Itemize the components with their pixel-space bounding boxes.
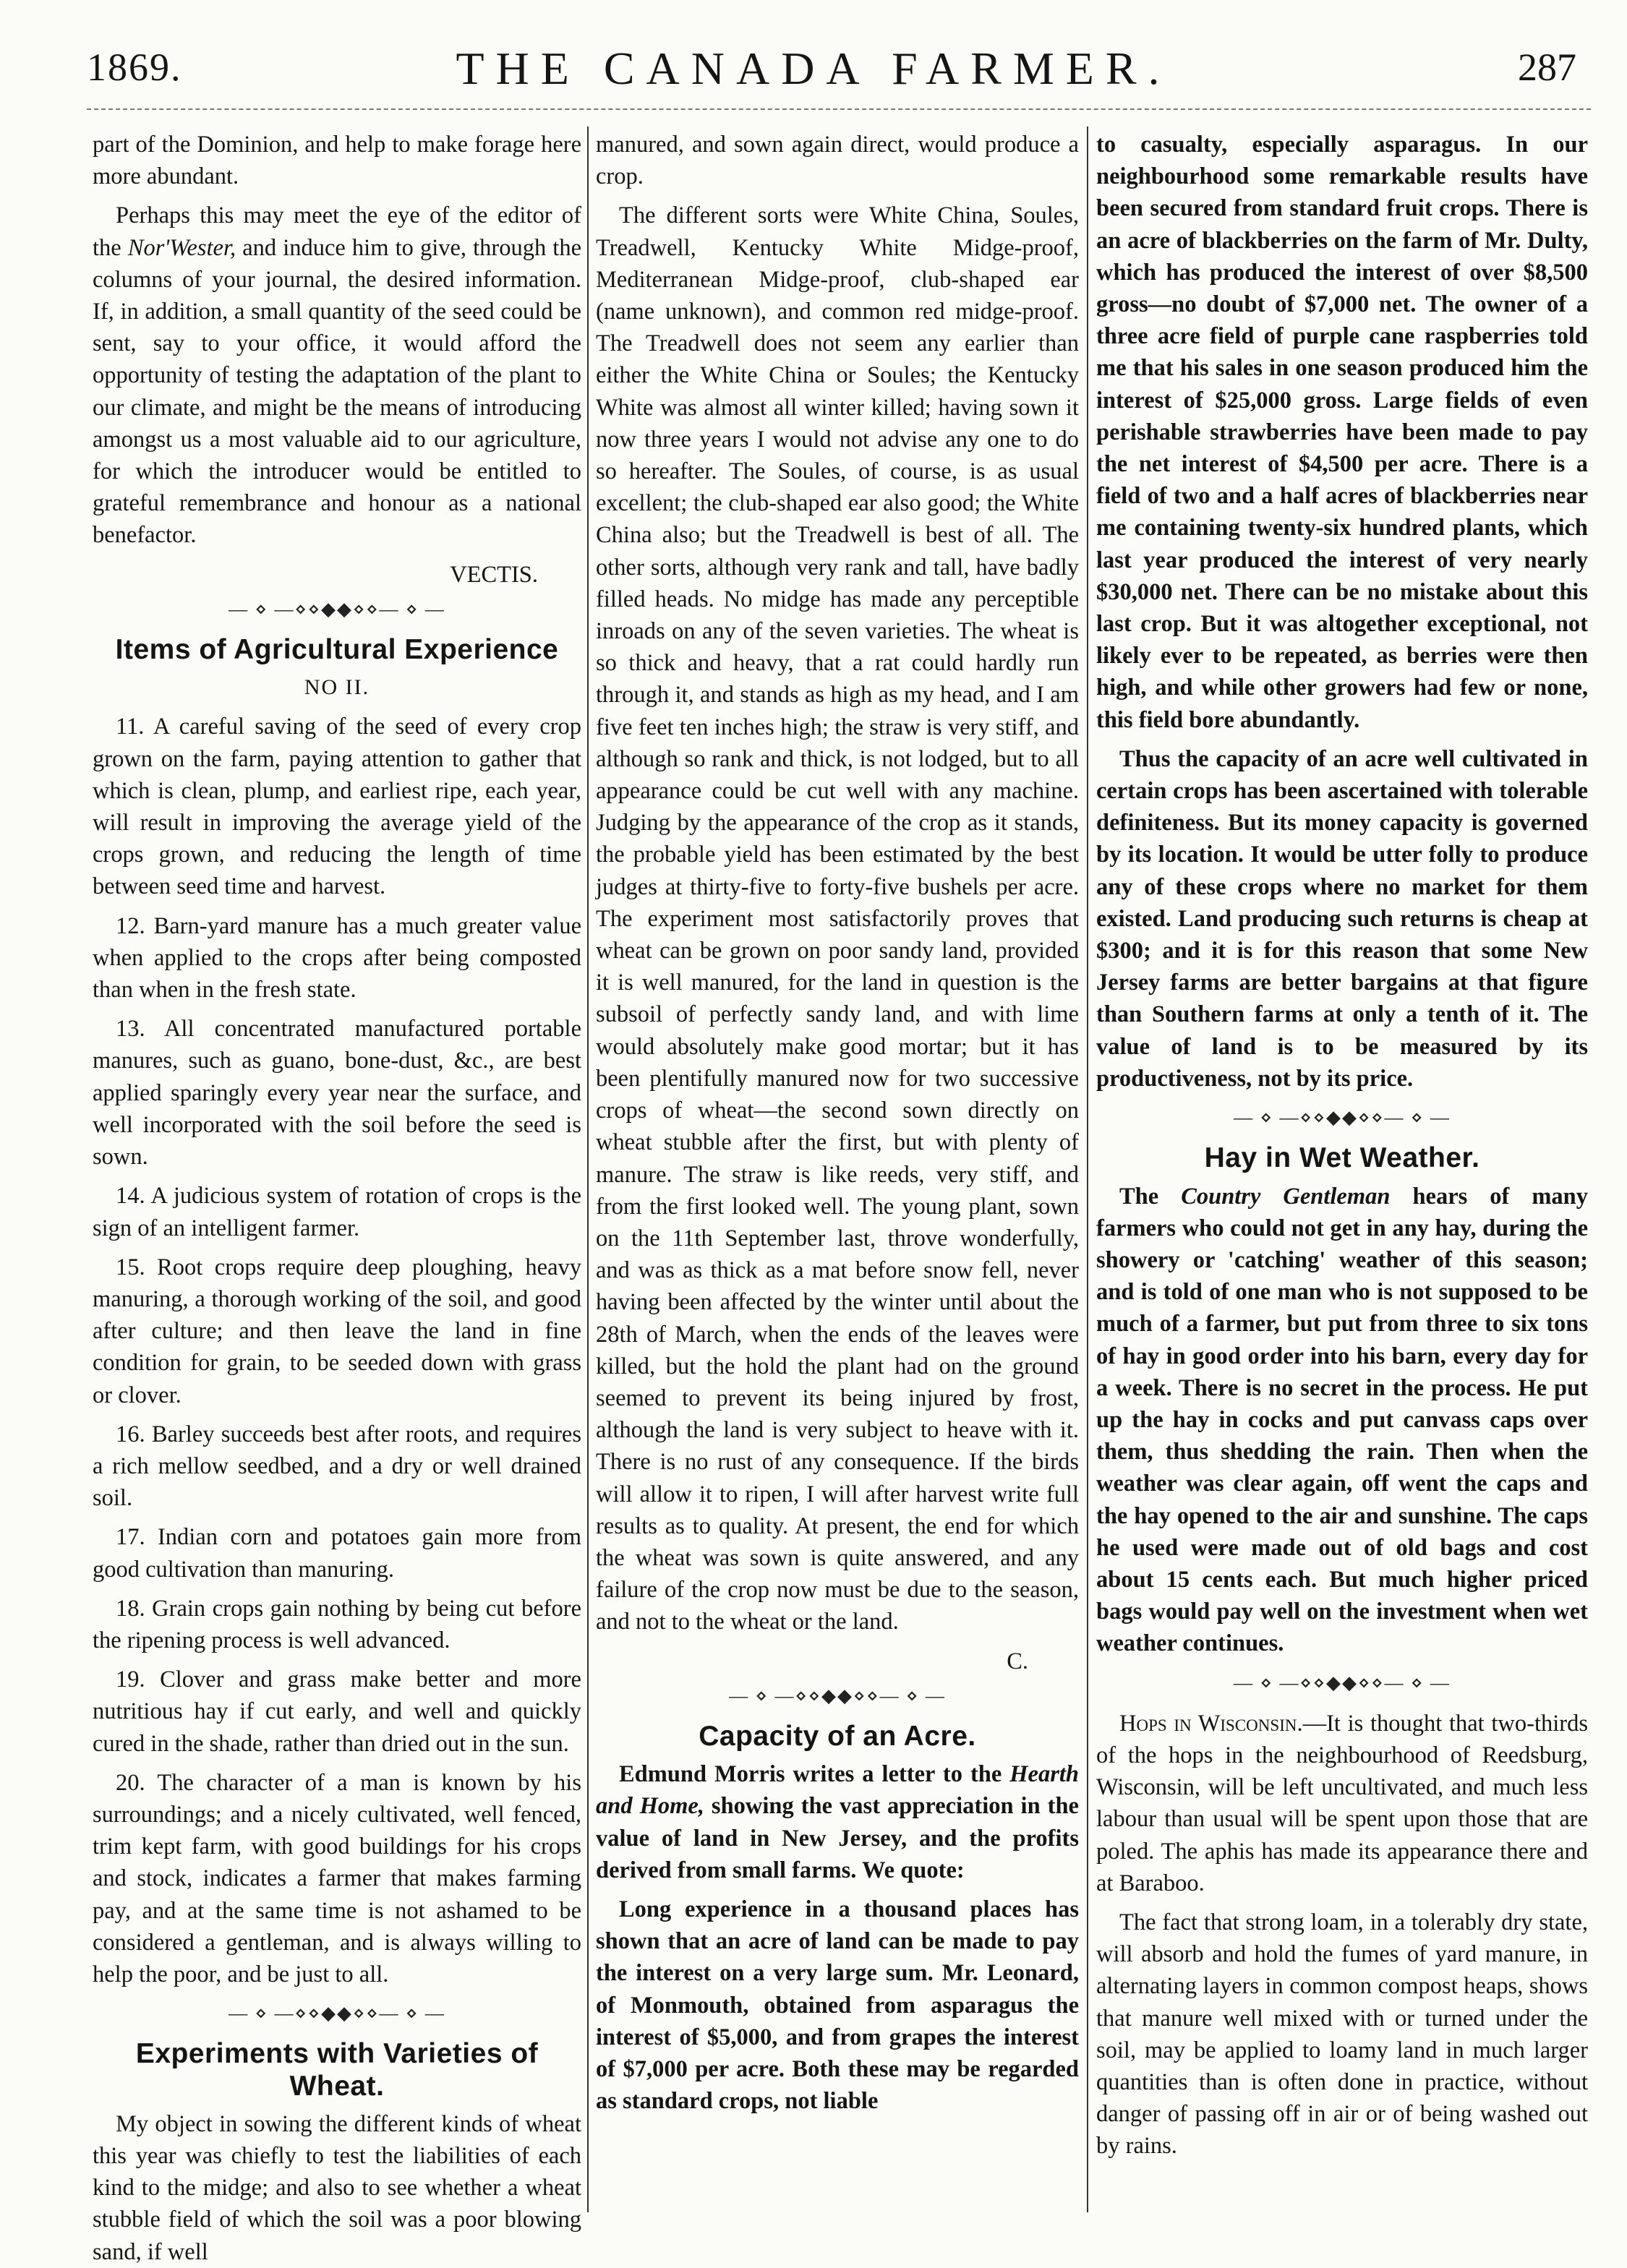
text: hears of many farmers who could not get in any hay, during the showery or 'catching' weather of this season; and is told of one man who is not supposed to be much of a farmer, but put from three to six tons of hay in good order into his barn, every day for a week. There is no secret in the process. He put up the hay in cocks and put canvass caps over them, thus shedding the rain. Then when the weather was clear again, off went the caps and the hay opened to the air and sunshine. The caps he used were made out of old bags and cost about 15 cents each. But much higher priced bags would pay well on the investment when wet weather continues. bbox=[1096, 1183, 1588, 1657]
list-item: 16. Barley succeeds best after roots, and requires a rich mellow seedbed, and a dry or well drained soil. bbox=[93, 1421, 581, 1512]
paragraph bbox=[1096, 1181, 1588, 1660]
paragraph bbox=[93, 200, 581, 551]
masthead-title: THE CANADA FARMER. bbox=[456, 43, 1171, 94]
page-header bbox=[0, 0, 1627, 108]
paragraph: The different sorts were White China, Soules, Treadwell, Kentucky White Midge-proof, Mediterranean Midge-proof, club-shaped ear (name unknown), and common red midge-proof. The Treadwell does not seem any earlier than either the White China or Soules; the Kentucky White was almost all winter killed; having sown it now three years I would not advise any one to do so hereafter. The Soules, of course, is as usual excellent; the club-shaped ear also good; the White China also; but the Treadwell is best of all. The other sorts, although very rank and tall, have badly filled heads. No midge has made any perceptible inroads on any of the seven varieties. The wheat is so thick and heavy, that a rat could hardly run through it, and stands as high as my head, and I am five feet ten inches high; the straw is very stiff, and although so rank and thick, is not lodged, but to all appearance could be cut well with any machine. Judging by the appearance of the crop as it stands, the probable yield has been estimated by the best judges at thirty-five to forty-five bushels per acre. The experiment most satisfactorily proves that wheat can be grown on poor sandy land, provided it is well manured, for the land in question is the subsoil of perfectly sandy land, and with lime would absolutely make good mortar; but it has been plentifully manured now for two successive crops of wheat—the second sown directly on wheat stubble after the first, but with plenty of manure. The straw is like reeds, very stiff, and from the first looked well. The young plant, sown on the 11th September last, throve wonderfully, and was as thick as a mat before snow fell, never having been affected by the winter until about the 28th of March, when the ends of the leaves were killed, but the hold the plant had on the ground seemed to prevent its being injured by frost, although the land is very subject to heave with it. There is no rust of any consequence. If the birds will allow it to ripen, I will after harvest write full results as to quality. At present, the end for which the wheat was sown is quite answered, and any failure of the crop now must be due to the season, and not to the wheat or the land. bbox=[596, 202, 1079, 1635]
text: —It is thought that two-thirds of the hops in the neighbourhood of Reedsburg, Wisconsin, will be left uncultivated, and much less labour than usual will be spent upon those that are poled. The aphis has made its appearance there and at Baraboo. bbox=[1096, 1710, 1588, 1896]
publication-name: Country Gentleman bbox=[1181, 1183, 1391, 1210]
list-item: 19. Clover and grass make better and more nutritious hay if cut early, and well and quickly cured in the shade, rather than dried out in the sun. bbox=[93, 1666, 581, 1757]
author-signature: VECTIS. bbox=[450, 561, 538, 588]
column-1 bbox=[93, 129, 581, 2265]
section-heading: Capacity of an Acre. bbox=[699, 1720, 976, 1752]
page-number: 287 bbox=[1518, 46, 1576, 89]
paragraph: The fact that strong loam, in a tolerably dry state, will absorb and hold the fumes of yard manure, in alternating layers in common compost heaps, shows that manure well mixed with or turned under the soil, may be applied to loamy land in much larger quantities than is often done in practice, without danger of passing off in air or of being washed out by rains. bbox=[1096, 1909, 1588, 2160]
header-year: 1869. bbox=[87, 46, 182, 89]
publication-name: Hearth and Home, bbox=[596, 1761, 1079, 1820]
column-3 bbox=[1096, 129, 1588, 2211]
section-ornament: — ⋄ —⋄⋄◆◆⋄⋄— ⋄ — bbox=[729, 1685, 946, 1706]
paragraph: Thus the capacity of an acre well cultivated in certain crops has been ascertained with tolerable definiteness. But its money capacity is governed by its location. It would be utter folly to produce any of these crops where no market for them existed. Land producing such returns is cheap at $300; and it is for this reason that some New Jersey farms are better bargains at that figure than Southern farms at only a tenth of it. The value of land is to be measured by its productiveness, not by its price. bbox=[1096, 745, 1588, 1092]
list-item: 12. Barn-yard manure has a much greater value when applied to the crops after being composted than when in the fresh state. bbox=[93, 912, 581, 1004]
text: Perhaps this may meet the eye of the editor of the bbox=[93, 202, 581, 261]
list-item: 18. Grain crops gain nothing by being cut before the ripening process is well advanced. bbox=[93, 1595, 581, 1653]
quoted-paragraph: to casualty, especially asparagus. In our neighbourhood some remarkable results have been secured from standard fruit crops. There is an acre of blackberries on the farm of Mr. Dulty, which has produced the interest of over $8,500 gross—no doubt of $7,000 net. The owner of a three acre field of purple cane raspberries told me that his sales in one season produced him the interest of $25,000 gross. Large fields of even perishable strawberries have been made to pay the net interest of $4,500 per acre. There is a field of two and a half acres of blackberries near me containing twenty-six hundred plants, which last year produced the interest of very nearly $30,000 net. There can be no mistake about this last crop. But it was altogether exceptional, not likely ever to be repeated, as berries were then high, and while other growers had few or none, this field bore abundantly. bbox=[1096, 132, 1588, 733]
column-2 bbox=[596, 129, 1079, 2211]
section-ornament: — ⋄ —⋄⋄◆◆⋄⋄— ⋄ — bbox=[229, 2003, 445, 2024]
list-item: 15. Root crops require deep ploughing, heavy manuring, a thorough working of the soil, and good after culture; and then leave the land in fine condition for grain, to be seeded down with grass or clover. bbox=[93, 1254, 581, 1408]
text: Edmund Morris writes a letter to the bbox=[619, 1761, 1010, 1788]
section-ornament: — ⋄ —⋄⋄◆◆⋄⋄— ⋄ — bbox=[1234, 1672, 1451, 1693]
column-divider-2 bbox=[1087, 127, 1088, 2212]
list-item: 20. The character of a man is known by his surroundings; and a nicely cultivated, well fenced, trim kept farm, with good buildings for his crops and stock, indicates a farmer that makes farming pay, and at the same time is not ashamed to be considered a gentleman, and is always willing to help the poor, and be just to all. bbox=[93, 1769, 581, 1987]
paragraph: My object in sowing the different kinds of wheat this year was chiefly to test the liabilities of each kind to the midge; and also to see whether a wheat stubble field of which the soil was a poor blowing sand, if well bbox=[93, 2110, 581, 2265]
section-heading: Hay in Wet Weather. bbox=[1204, 1142, 1480, 1174]
text: showing the vast appreciation in the value of land in New Jersey, and the profits derived from small farms. We quote: bbox=[596, 1793, 1079, 1883]
column-divider-1 bbox=[587, 127, 589, 2212]
section-ornament: — ⋄ —⋄⋄◆◆⋄⋄— ⋄ — bbox=[229, 598, 445, 620]
author-signature: C. bbox=[1007, 1648, 1028, 1674]
list-item: 11. A careful saving of the seed of every crop grown on the farm, paying attention to gather that which is clean, plump, and earliest ripe, each year, will result in improving the average yield of the crops grown, and reducing the length of time between seed time and harvest. bbox=[93, 714, 581, 900]
paragraph bbox=[1096, 1708, 1588, 1899]
header-rule bbox=[87, 108, 1591, 110]
list-item: 13. All concentrated manufactured portable manures, such as guano, bone-dust, &c., are best applied sparingly every year near the surface, and well incorporated with the soil before the seed is sown. bbox=[93, 1016, 581, 1171]
paragraph: manured, and sown again direct, would produce a crop. bbox=[596, 132, 1079, 190]
section-heading: Experiments with Varieties of Wheat. bbox=[135, 2038, 539, 2102]
list-item: 14. A judicious system of rotation of crops is the sign of an intelligent farmer. bbox=[93, 1183, 581, 1241]
paragraph: part of the Dominion, and help to make forage here more abundant. bbox=[93, 132, 581, 190]
list-item: 17. Indian corn and potatoes gain more from good cultivation than manuring. bbox=[93, 1524, 581, 1583]
text: The bbox=[1119, 1183, 1182, 1210]
quoted-paragraph: Long experience in a thousand places has shown that an acre of land can be made to pay the interest on a very large sum. Mr. Leonard, of Monmouth, obtained from asparagus the interest of $5,000, and from grapes the interest of $7,000 per acre. Both these may be regarded as standard crops, not liable bbox=[596, 1896, 1079, 2115]
paragraph bbox=[596, 1758, 1079, 1886]
section-heading: Items of Agricultural Experience bbox=[115, 634, 559, 666]
run-in-heading: Hops in Wisconsin. bbox=[1119, 1710, 1303, 1737]
section-subheading: NO II. bbox=[304, 675, 370, 700]
publication-name: Nor'Wester, bbox=[127, 234, 236, 261]
section-ornament: — ⋄ —⋄⋄◆◆⋄⋄— ⋄ — bbox=[1234, 1107, 1451, 1129]
text: and induce him to give, through the columns of your journal, the desired information. If, in addition, a small quantity of the seed could be sent, say to your office, it would afford the opportunity of testing the adaptation of the plant to our climate, and might be the means of introducing amongst us a most valuable aid to our agriculture, for which the introducer would be entitled to grateful remembrance and honour as a national benefactor. bbox=[93, 234, 581, 549]
